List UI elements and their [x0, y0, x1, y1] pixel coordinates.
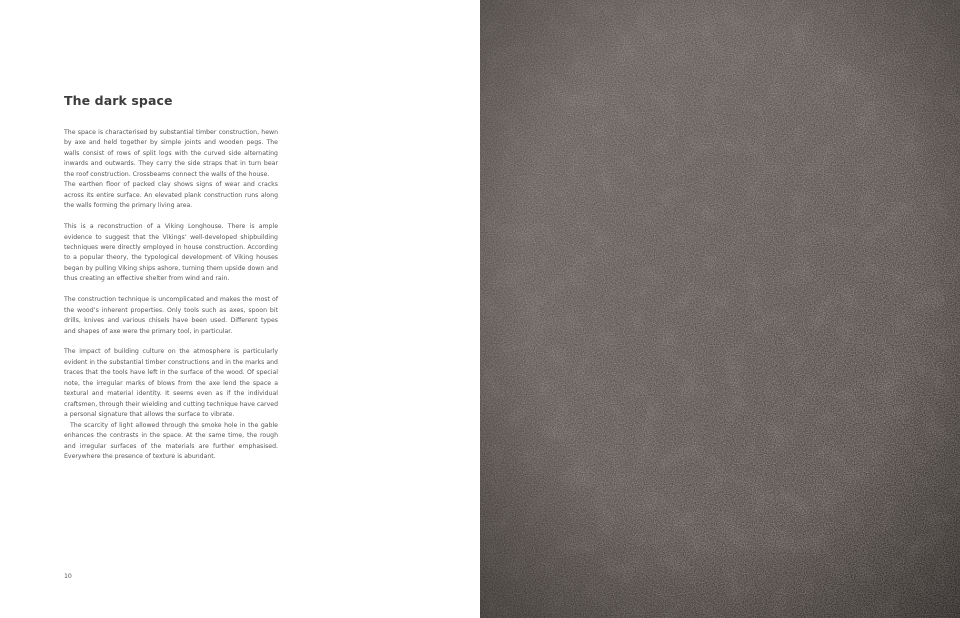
- page-number: 10: [64, 573, 72, 580]
- photo-vignette: [480, 0, 960, 618]
- paragraph-earthen-floor: The earthen floor of packed clay shows signs of wear and cracks across its entire surface. An elevated plank construction runs along the walls forming the primary living area.: [64, 181, 278, 210]
- page-title: The dark space: [64, 93, 173, 108]
- paragraph-scarcity-of-light: The scarcity of light allowed through the smoke hole in the gable enhances the contrasts in the space. At the same time, the rough and irregular surfaces of the materials are further emphasised. Everywhere the presence of texture is abundant.: [64, 421, 278, 460]
- earth-floor-photo: [480, 0, 960, 618]
- paragraph-construction-technique: The construction technique is uncomplicated and makes the most of the wood’s inherent properties. Only tools such as axes, spoon bit drills, knives and various chisels have been used. Different types and shapes of axe were the primary tool, in particular.: [64, 296, 278, 335]
- body-text: [64, 128, 278, 473]
- paragraph-viking-longhouse: This is a reconstruction of a Viking Longhouse. There is ample evidence to suggest that the Vikings’ well-developed shipbuilding techniques were directly employed in house construction. According to a popular theory, the typological development of Viking houses began by pulling Viking ships ashore, turning them upside down and thus creating an effective shelter from wind and rain.: [64, 223, 278, 283]
- paragraph-timber-construction: The space is characterised by substantial timber construction, hewn by axe and held together by simple joints and wooden pegs. The walls consist of rows of split logs with the curved side alternating inwards and outwards. They carry the side straps that in turn bear the roof construction. Crossbeams connect the walls of the house.: [64, 129, 278, 178]
- paragraph-building-culture: The impact of building culture on the atmosphere is particularly evident in the substantial timber constructions and in the marks and traces that the tools have left in the surface of the wood. Of special note, the irregular marks of blows from the axe lend the space a textural and material identity. It seems even as if the individual craftsmen, through their wielding and cutting technique have carved a personal signature that allows the surface to vibrate.: [64, 348, 278, 419]
- earth-texture-image: [480, 0, 960, 618]
